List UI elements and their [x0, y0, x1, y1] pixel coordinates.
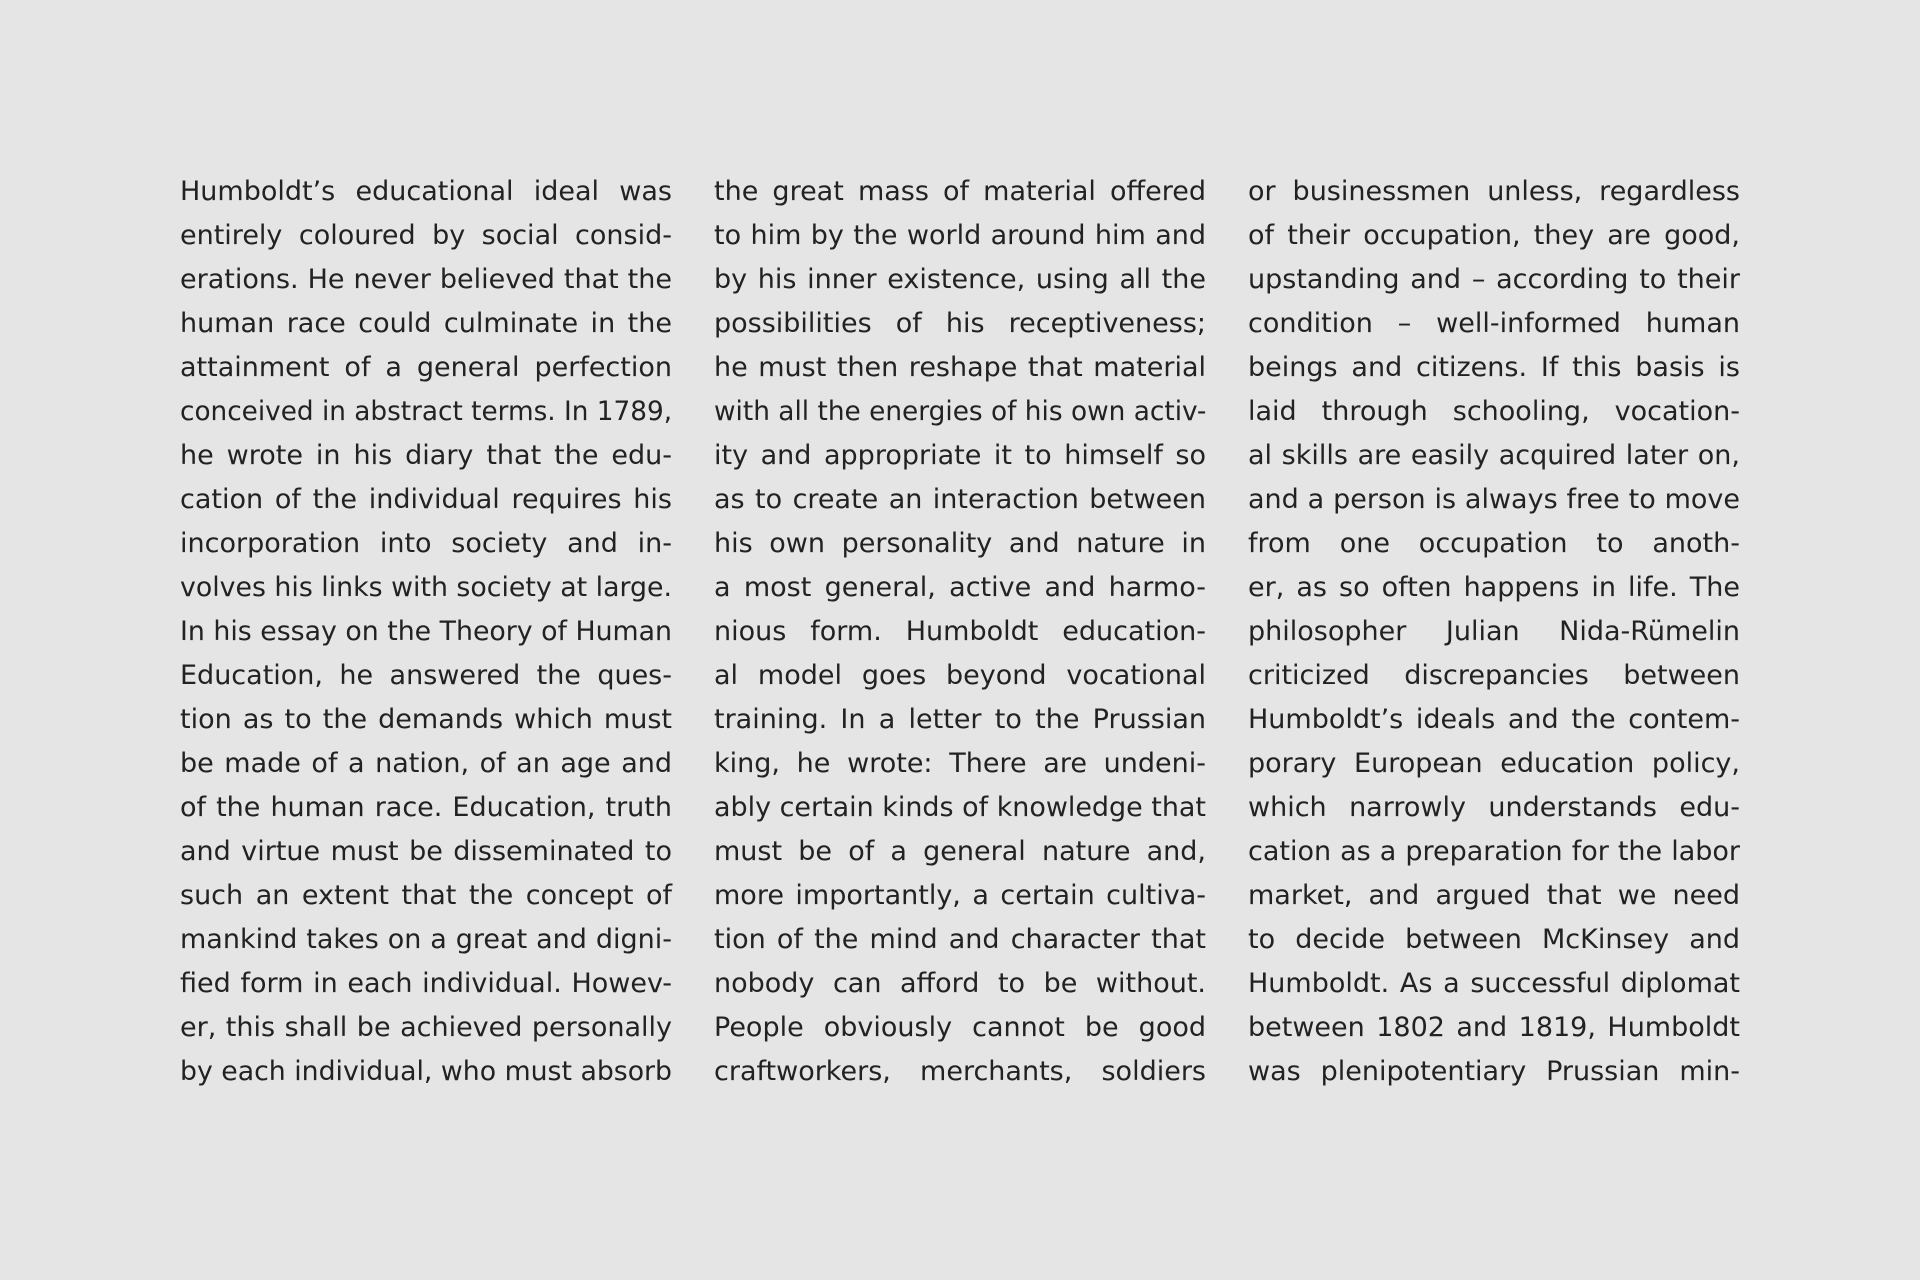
text-line: condition – well-informed human	[1248, 308, 1740, 339]
text-line: be made of a nation, of an age and	[180, 748, 672, 779]
text-line: he wrote in his diary that the edu-	[180, 440, 672, 471]
text-line: tion as to the demands which must	[180, 704, 672, 735]
text-line: laid through schooling, vocation-	[1248, 396, 1740, 427]
text-line: of the human race. Education, truth	[180, 792, 672, 823]
text-line: philosopher Julian Nida-Rümelin	[1248, 616, 1740, 647]
text-line: al skills are easily acquired later on,	[1248, 440, 1740, 471]
document-page	[180, 170, 1740, 1090]
text-line: nobody can afford to be without.	[714, 968, 1206, 999]
text-line: such an extent that the concept of	[180, 880, 672, 911]
text-line: of their occupation, they are good,	[1248, 220, 1740, 251]
text-line: attainment of a general perfection	[180, 352, 672, 383]
text-line: by each individual, who must absorb	[180, 1056, 672, 1087]
text-line: which narrowly understands edu-	[1248, 792, 1740, 823]
text-line: was plenipotentiary Prussian min-	[1248, 1056, 1740, 1087]
text-column-1	[180, 170, 672, 1094]
text-line: cation as a preparation for the labor	[1248, 836, 1740, 867]
text-column-2	[714, 170, 1206, 1094]
text-line: from one occupation to anoth-	[1248, 528, 1740, 559]
text-line: Humboldt. As a successful diplomat	[1248, 968, 1740, 999]
text-line: ity and appropriate it to himself so	[714, 440, 1206, 471]
text-line: er, this shall be achieved personally	[180, 1012, 672, 1043]
text-line: fied form in each individual. Howev-	[180, 968, 672, 999]
text-line: tion of the mind and character that	[714, 924, 1206, 955]
text-line: or businessmen unless, regardless	[1248, 176, 1740, 207]
text-line: and a person is always free to move	[1248, 484, 1740, 515]
text-column-3	[1248, 170, 1740, 1094]
text-line: as to create an interaction between	[714, 484, 1206, 515]
text-line: more importantly, a certain cultiva-	[714, 880, 1206, 911]
text-line: criticized discrepancies between	[1248, 660, 1740, 691]
text-line: conceived in abstract terms. In 1789,	[180, 397, 673, 427]
text-line: by his inner existence, using all the	[714, 264, 1206, 295]
text-line: king, he wrote: There are undeni-	[714, 748, 1206, 779]
text-line: training. In a letter to the Prussian	[714, 704, 1206, 735]
text-line: People obviously cannot be good	[714, 1012, 1206, 1043]
text-line: al model goes beyond vocational	[714, 660, 1206, 691]
text-line: he must then reshape that material	[714, 352, 1206, 383]
text-line: Humboldt’s educational ideal was	[180, 176, 672, 207]
text-line: Humboldt’s ideals and the contem-	[1248, 704, 1740, 735]
text-line: between 1802 and 1819, Humboldt	[1248, 1012, 1740, 1043]
text-line: In his essay on the Theory of Human	[180, 616, 672, 647]
text-line: upstanding and – according to their	[1248, 264, 1740, 295]
text-line: with all the energies of his own activ-	[714, 397, 1207, 427]
text-line: must be of a general nature and,	[714, 836, 1206, 867]
text-line: market, and argued that we need	[1248, 880, 1740, 911]
text-line: human race could culminate in the	[180, 308, 672, 339]
text-line: porary European education policy,	[1248, 748, 1740, 779]
text-line: a most general, active and harmo-	[714, 572, 1206, 603]
text-line: possibilities of his receptiveness;	[714, 308, 1206, 339]
text-line: nious form. Humboldt education-	[714, 616, 1206, 647]
text-line: to decide between McKinsey and	[1248, 924, 1740, 955]
text-line: beings and citizens. If this basis is	[1248, 352, 1740, 383]
text-columns	[180, 170, 1740, 1094]
text-line: ably certain kinds of knowledge that	[714, 792, 1206, 823]
text-line: craftworkers, merchants, soldiers	[714, 1056, 1206, 1087]
text-line: incorporation into society and in-	[180, 528, 672, 559]
text-line: to him by the world around him and	[714, 220, 1206, 251]
text-line: cation of the individual requires his	[180, 484, 672, 515]
text-line: erations. He never believed that the	[180, 264, 672, 295]
text-line: Education, he answered the ques-	[180, 660, 672, 691]
text-line: volves his links with society at large.	[180, 572, 672, 603]
text-line: mankind takes on a great and digni-	[180, 924, 672, 955]
text-line: entirely coloured by social consid-	[180, 220, 672, 251]
text-line: the great mass of material offered	[714, 176, 1206, 207]
text-line: er, as so often happens in life. The	[1248, 572, 1740, 603]
text-line: his own personality and nature in	[714, 528, 1206, 559]
text-line: and virtue must be disseminated to	[180, 836, 672, 867]
